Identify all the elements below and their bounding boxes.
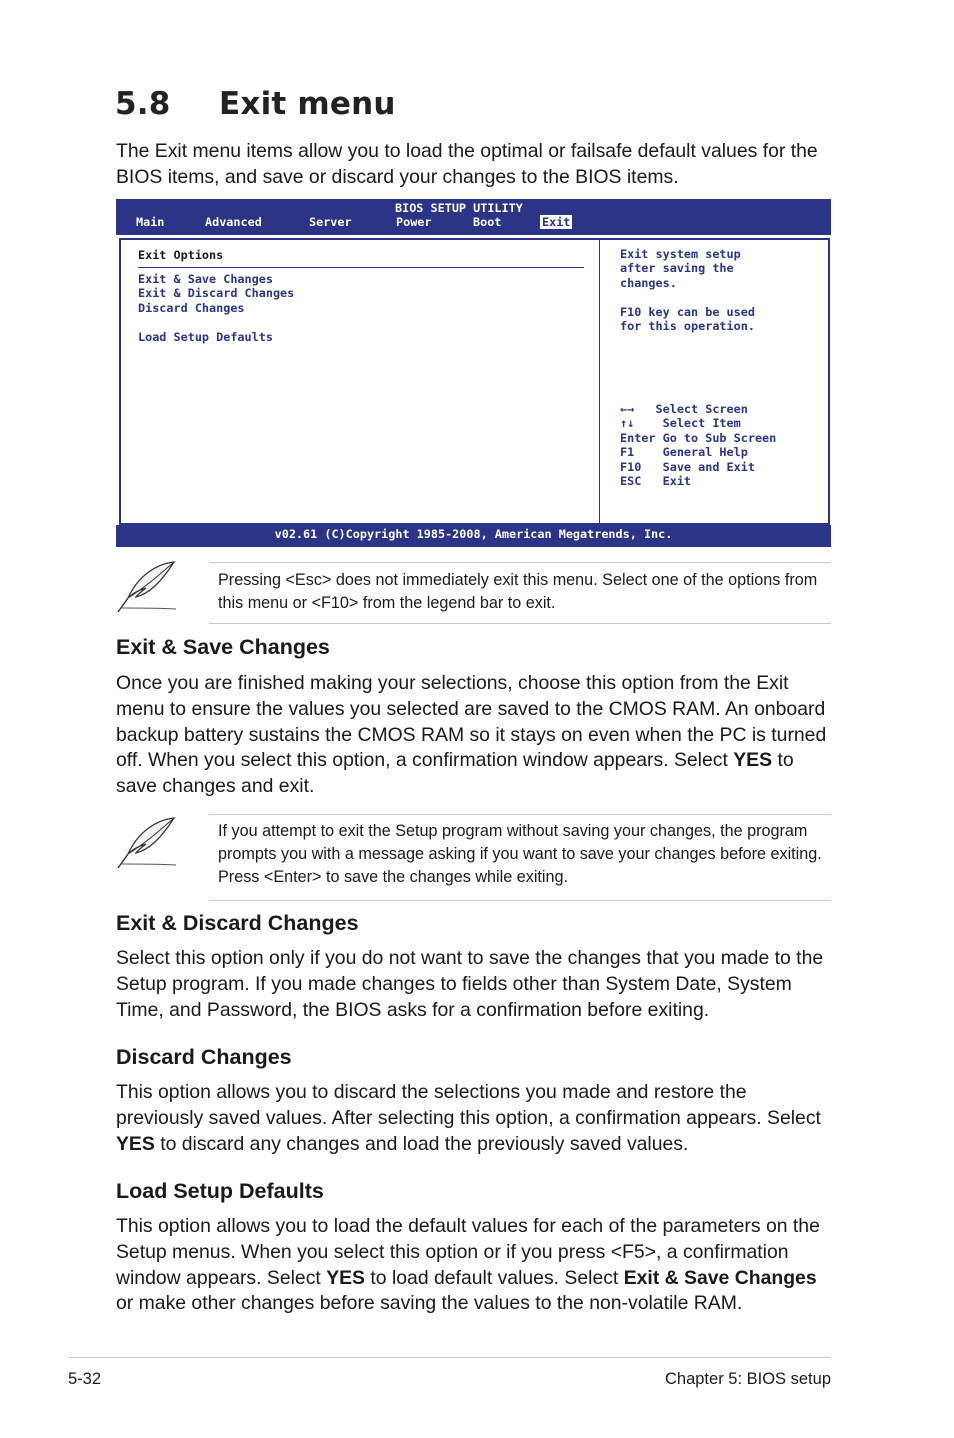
feather-note-icon xyxy=(116,814,180,872)
bios-item-exit-save[interactable]: Exit & Save Changes xyxy=(138,272,273,286)
heading-discard: Discard Changes xyxy=(116,1045,292,1069)
bios-item-load-defaults[interactable]: Load Setup Defaults xyxy=(138,330,273,344)
heading-exit-save: Exit & Save Changes xyxy=(116,635,330,659)
heading-exit-discard: Exit & Discard Changes xyxy=(116,911,359,935)
paragraph-discard: This option allows you to discard the selections you made and restore the previously saved values. After selecting this option, a confirmation appears. Select YES to discard any changes and load the previously saved values. xyxy=(116,1081,821,1155)
title-underline xyxy=(138,267,584,268)
page-number: 5-32 xyxy=(68,1370,102,1388)
bios-menu-exit[interactable]: Exit xyxy=(542,215,571,229)
bios-menu-boot[interactable]: Boot xyxy=(473,215,502,229)
section-title: Exit menu xyxy=(219,86,396,122)
feather-note-icon xyxy=(116,558,180,616)
paragraph-load-defaults: This option allows you to load the default values for each of the parameters on the Setup menus. When you select this option or if you press <F5>, a confirmation window appears. Select YES to load default values. Select Exit & Save Changes or make other changes before saving the values to the non-volatile RAM. xyxy=(116,1215,820,1315)
paragraph-exit-discard: Select this option only if you do not want to save the changes that you made to the Setup program. If you made changes to fields other than System Date, System Time, and Password, the BIOS asks for a confirmation before exiting. xyxy=(116,947,824,1021)
intro-paragraph: The Exit menu items allow you to load the optimal or failsafe default values for the BIOS items, and save or discard your changes to the BIOS items. xyxy=(116,140,818,188)
footer-rule xyxy=(68,1357,831,1358)
note-esc: Pressing <Esc> does not immediately exit this menu. Select one of the options from this menu or <F10> from the legend bar to exit. xyxy=(218,571,818,612)
bios-help-text: Exit system setup after saving the changes. F10 key can be used for this operation. xyxy=(620,247,755,334)
exit-options-title: Exit Options xyxy=(138,248,224,262)
bios-menu-server[interactable]: Server xyxy=(309,215,352,229)
section-heading xyxy=(115,86,396,122)
section-number: 5.8 xyxy=(115,86,171,122)
bios-item-discard[interactable]: Discard Changes xyxy=(138,301,245,315)
bios-item-exit-discard[interactable]: Exit & Discard Changes xyxy=(138,286,295,300)
bios-content-frame xyxy=(119,238,830,525)
bios-menu-bar xyxy=(116,215,831,233)
bios-legend: ←→ Select Screen ↑↓ Select Item Enter Go to Sub Screen F1 General Help F10 Save and Exit ESC Exit xyxy=(620,402,777,489)
note-top-rule xyxy=(209,562,831,563)
note-top-rule xyxy=(209,814,831,815)
bios-menu-power[interactable]: Power xyxy=(396,215,432,229)
note-bottom-rule xyxy=(209,623,831,624)
note-bottom-rule xyxy=(209,900,831,901)
note-save-prompt: If you attempt to exit the Setup program without saving your changes, the program prompts you with a message asking if you want to save your changes before exiting. Press <Enter> to save the changes while exiting. xyxy=(218,822,822,886)
heading-load-defaults: Load Setup Defaults xyxy=(116,1179,324,1203)
paragraph-exit-save: Once you are finished making your selections, choose this option from the Exit menu to ensure the values you selected are saved to the CMOS RAM. An onboard backup battery sustains the CMOS RAM so it stays on even when the PC is turned off. When you select this option, a confirmation window appears. Select YES to save changes and exit. xyxy=(116,672,827,798)
bios-copyright-bar: v02.61 (C)Copyright 1985-2008, American Megatrends, Inc. xyxy=(116,525,831,547)
chapter-label: Chapter 5: BIOS setup xyxy=(664,1370,831,1388)
bios-menu-main[interactable]: Main xyxy=(136,215,165,229)
bios-title: BIOS SETUP UTILITY xyxy=(395,201,523,215)
bios-screen xyxy=(116,199,831,547)
bios-header xyxy=(116,199,831,235)
bios-menu-advanced[interactable]: Advanced xyxy=(205,215,262,229)
bios-divider xyxy=(599,240,600,523)
